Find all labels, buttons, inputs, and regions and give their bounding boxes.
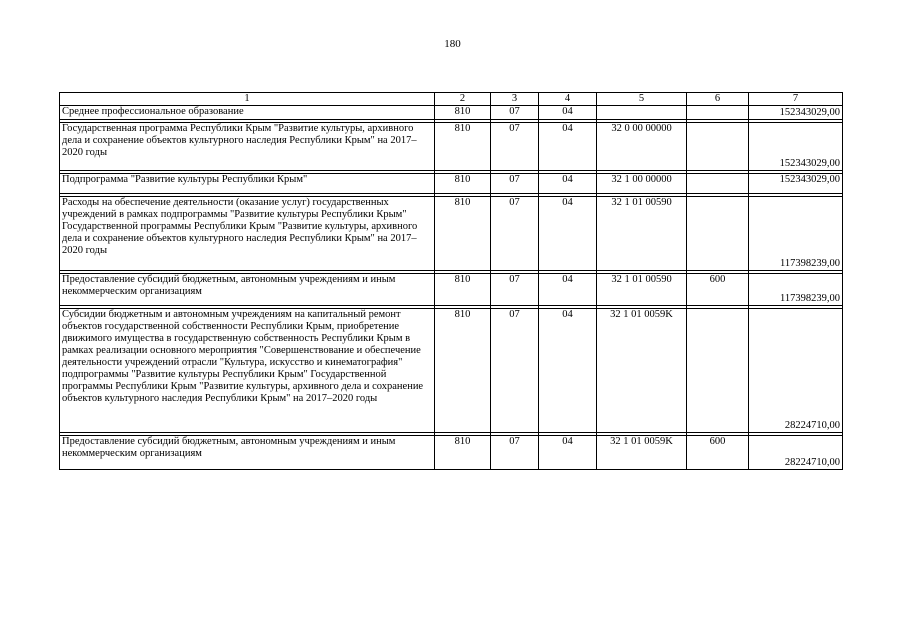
cell-code: 810 (435, 309, 491, 433)
cell-amount: 152343029,00 (749, 106, 843, 120)
cell-subsection: 04 (539, 174, 597, 194)
cell-target-article: 32 0 00 00000 (597, 123, 687, 171)
budget-table (59, 92, 843, 470)
cell-expense-type (687, 174, 749, 194)
cell-subsection: 04 (539, 274, 597, 306)
cell-amount: 152343029,00 (749, 174, 843, 194)
cell-section: 07 (491, 123, 539, 171)
cell-expense-type (687, 309, 749, 433)
cell-target-article: 32 1 01 00590 (597, 197, 687, 271)
cell-subsection: 04 (539, 436, 597, 470)
cell-subsection: 04 (539, 106, 597, 120)
cell-subsection: 04 (539, 309, 597, 433)
page-number: 180 (444, 38, 461, 50)
cell-code: 810 (435, 106, 491, 120)
cell-amount: 117398239,00 (749, 274, 843, 306)
header-row (60, 93, 843, 106)
row-name: Субсидии бюджетным и автономным учреждениям на капитальный ремонт объектов государственной собственности Республики Крым, приобретение движимого имущества в государственную собственность Республики Крым в рамках реализации основного мероприятия "Совершенствование и обеспечение деятельности учреждений отрасли "Культура, искусство и кинематография" подпрограммы "Развитие культуры Республики Крым" Государственной программы Республики Крым "Развитие культуры, архивного дела и сохранение объектов культурного наследия Республики Крым" на 2017–2020 годы (60, 309, 435, 433)
column-header: 1 (60, 93, 435, 106)
table-row (60, 197, 843, 271)
cell-code: 810 (435, 436, 491, 470)
cell-section: 07 (491, 174, 539, 194)
cell-section: 07 (491, 197, 539, 271)
cell-target-article (597, 106, 687, 120)
table-row (60, 174, 843, 194)
row-name: Предоставление субсидий бюджетным, автономным учреждениям и иным некоммерческим организациям (60, 274, 435, 306)
cell-expense-type: 600 (687, 274, 749, 306)
table-row (60, 106, 843, 120)
column-header: 3 (491, 93, 539, 106)
cell-target-article: 32 1 01 0059K (597, 309, 687, 433)
table-row (60, 436, 843, 470)
cell-amount: 28224710,00 (749, 436, 843, 470)
cell-code: 810 (435, 197, 491, 271)
table-row (60, 274, 843, 306)
cell-expense-type (687, 123, 749, 171)
column-header: 7 (749, 93, 843, 106)
row-name: Государственная программа Республики Крым "Развитие культуры, архивного дела и сохранение объектов культурного наследия Республики Крым" на 2017–2020 годы (60, 123, 435, 171)
cell-amount: 117398239,00 (749, 197, 843, 271)
cell-section: 07 (491, 274, 539, 306)
cell-code: 810 (435, 123, 491, 171)
cell-target-article: 32 1 00 00000 (597, 174, 687, 194)
row-name: Предоставление субсидий бюджетным, автономным учреждениям и иным некоммерческим организациям (60, 436, 435, 470)
cell-subsection: 04 (539, 123, 597, 171)
cell-section: 07 (491, 309, 539, 433)
cell-section: 07 (491, 106, 539, 120)
cell-expense-type (687, 106, 749, 120)
row-name: Подпрограмма "Развитие культуры Республики Крым" (60, 174, 435, 194)
table-row (60, 309, 843, 433)
column-header: 5 (597, 93, 687, 106)
cell-section: 07 (491, 436, 539, 470)
row-name: Среднее профессиональное образование (60, 106, 435, 120)
cell-expense-type: 600 (687, 436, 749, 470)
column-header: 4 (539, 93, 597, 106)
column-header: 6 (687, 93, 749, 106)
cell-subsection: 04 (539, 197, 597, 271)
cell-code: 810 (435, 174, 491, 194)
row-name: Расходы на обеспечение деятельности (оказание услуг) государственных учреждений в рамках подпрограммы "Развитие культуры Республики Крым" Государственной программы Республики Крым "Развитие культуры, архивного дела и сохранение объектов культурного наследия Республики Крым" на 2017–2020 годы (60, 197, 435, 271)
column-header: 2 (435, 93, 491, 106)
cell-amount: 28224710,00 (749, 309, 843, 433)
cell-expense-type (687, 197, 749, 271)
cell-code: 810 (435, 274, 491, 306)
table-row (60, 123, 843, 171)
cell-target-article: 32 1 01 0059K (597, 436, 687, 470)
cell-amount: 152343029,00 (749, 123, 843, 171)
cell-target-article: 32 1 01 00590 (597, 274, 687, 306)
